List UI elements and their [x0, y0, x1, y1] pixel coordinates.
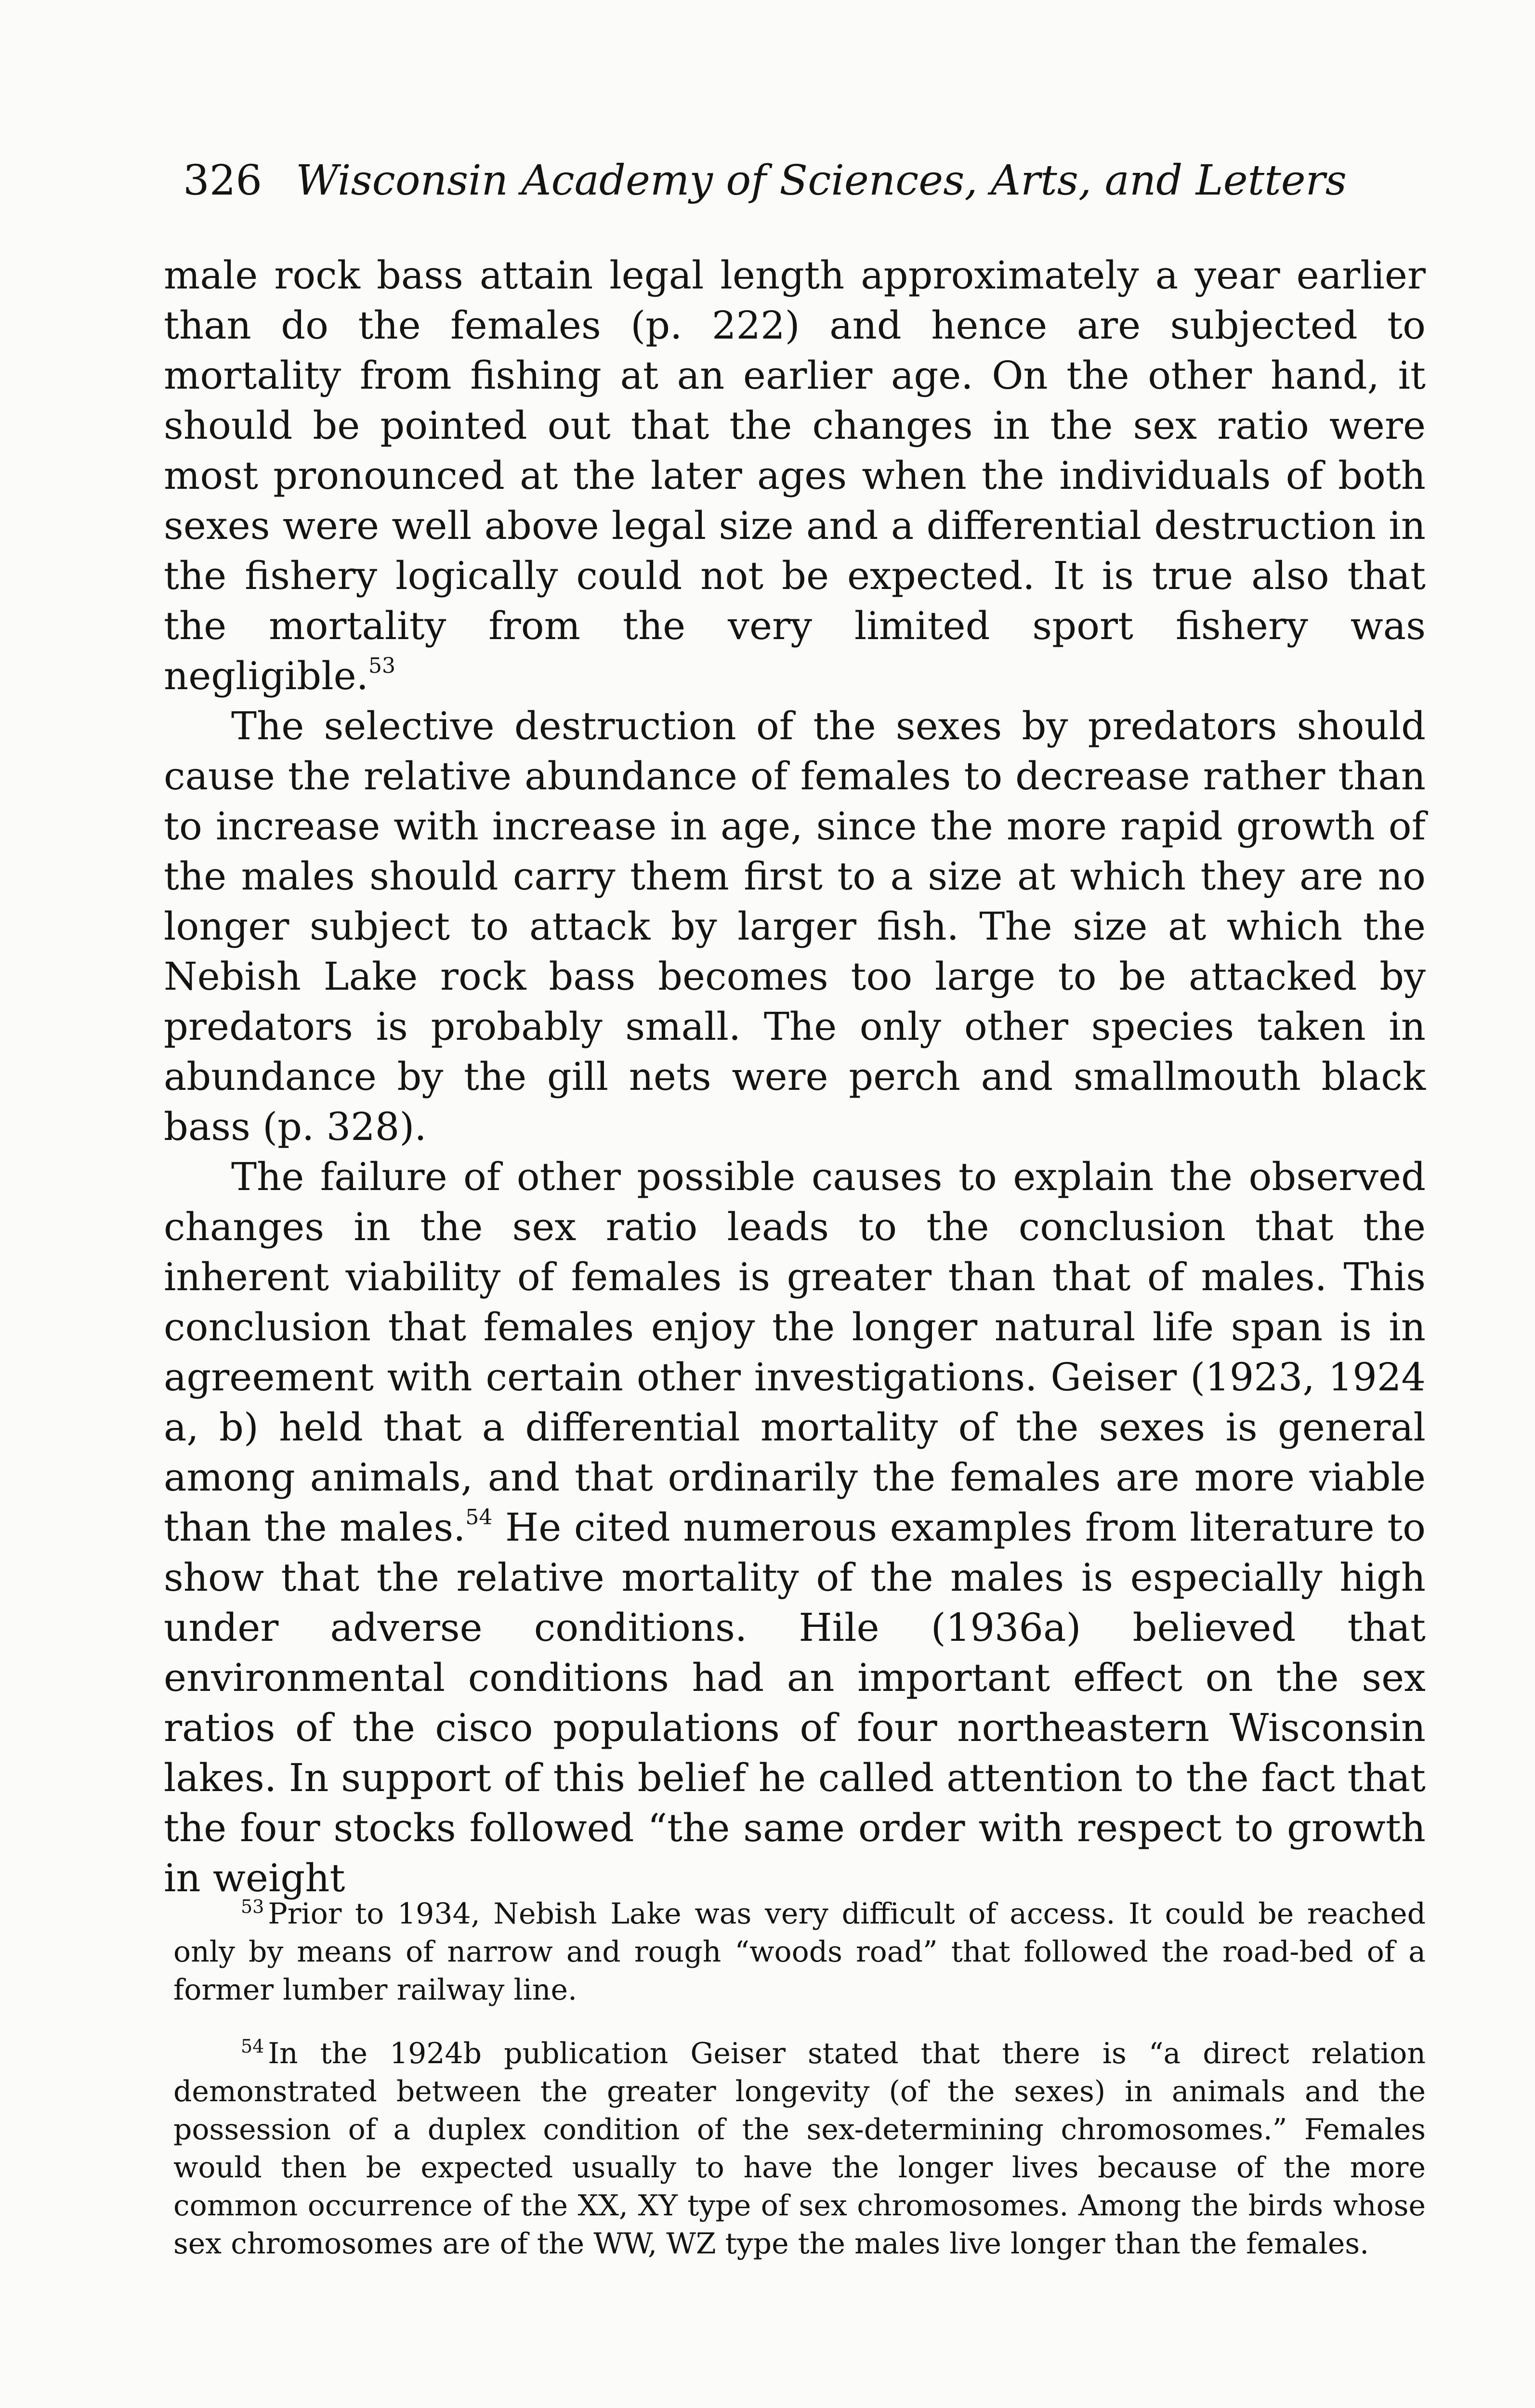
footnote-ref-54: 54: [465, 1505, 493, 1530]
paragraph-3: [164, 1152, 1426, 1903]
footnote-marker: 54: [241, 2036, 264, 2057]
footnotes: [173, 1888, 1426, 2281]
journal-title: Wisconsin Academy of Sciences, Arts, and Letters: [296, 157, 1347, 205]
page-number: 326: [183, 157, 262, 205]
footnote-text: Prior to 1934, Nebish Lake was very difficult of access. It could be reached only by means of narrow and rough “woods road” that followed the road-bed of a former lumber railway line.: [173, 1897, 1426, 2007]
paragraph-3-text-start: The failure of other possible causes to explain the observed changes in the sex ratio leads to the conclusion that the inherent viability of females is greater than that of males. This conclusion that females enjoy the longer natural life span is in agreement with certain other investigations. Geiser (1923, 1924 a, b) held that a differential mortality of the sexes is general among animals, and that ordinarily the females are more viable than the males.: [164, 1154, 1426, 1550]
paragraph-2-text: The selective destruction of the sexes by predators should cause the relative abundance of females to decrease rather than to increase with increase in age, since the more rapid growth of the males should carry them first to a size at which they are no longer subject to attack by larger fish. The size at which the Nebish Lake rock bass becomes too large to be attacked by predators is probably small. The only other species taken in abundance by the gill nets were perch and smallmouth black bass (p. 328).: [164, 704, 1426, 1149]
footnote-54: [173, 2028, 1426, 2263]
paragraph-2: [164, 701, 1426, 1152]
running-header: [183, 154, 1358, 207]
paragraph-3-text-end: He cited numerous examples from literature to show that the relative mortality of the males is especially high under adverse conditions. Hile (1936a) believed that environmental conditions had an important effect on the sex ratios of the cisco populations of four northeastern Wisconsin lakes. In support of this belief he called attention to the fact that the four stocks followed “the same order with respect to growth in weight: [164, 1505, 1426, 1900]
paragraph-1: [164, 250, 1426, 701]
footnote-53: [173, 1888, 1426, 2009]
footnote-ref-53: 53: [368, 654, 395, 678]
footnote-text: In the 1924b publication Geiser stated that there is “a direct relation demonstrated between the greater longevity (of the sexes) in animals and the possession of a duplex condition of the sex-determining chromosomes.” Females would then be expected usually to have the longer lives because of the more common occurrence of the XX, XY type of sex chromosomes. Among the birds whose sex chromosomes are of the WW, WZ type the males live longer than the females.: [173, 2037, 1426, 2261]
footnote-marker: 53: [241, 1896, 264, 1917]
paragraph-1-text: male rock bass attain legal length approximately a year earlier than do the females (p. 222) and hence are subjected to mortality from fishing at an earlier age. On the other hand, it should be pointed out that the changes in the sex ratio were most pronounced at the later ages when the individuals of both sexes were well above legal size and a differential destruction in the fishery logically could not be expected. It is true also that the mortality from the very limited sport fishery was negligible.: [164, 253, 1426, 698]
body-text: [164, 250, 1426, 1903]
